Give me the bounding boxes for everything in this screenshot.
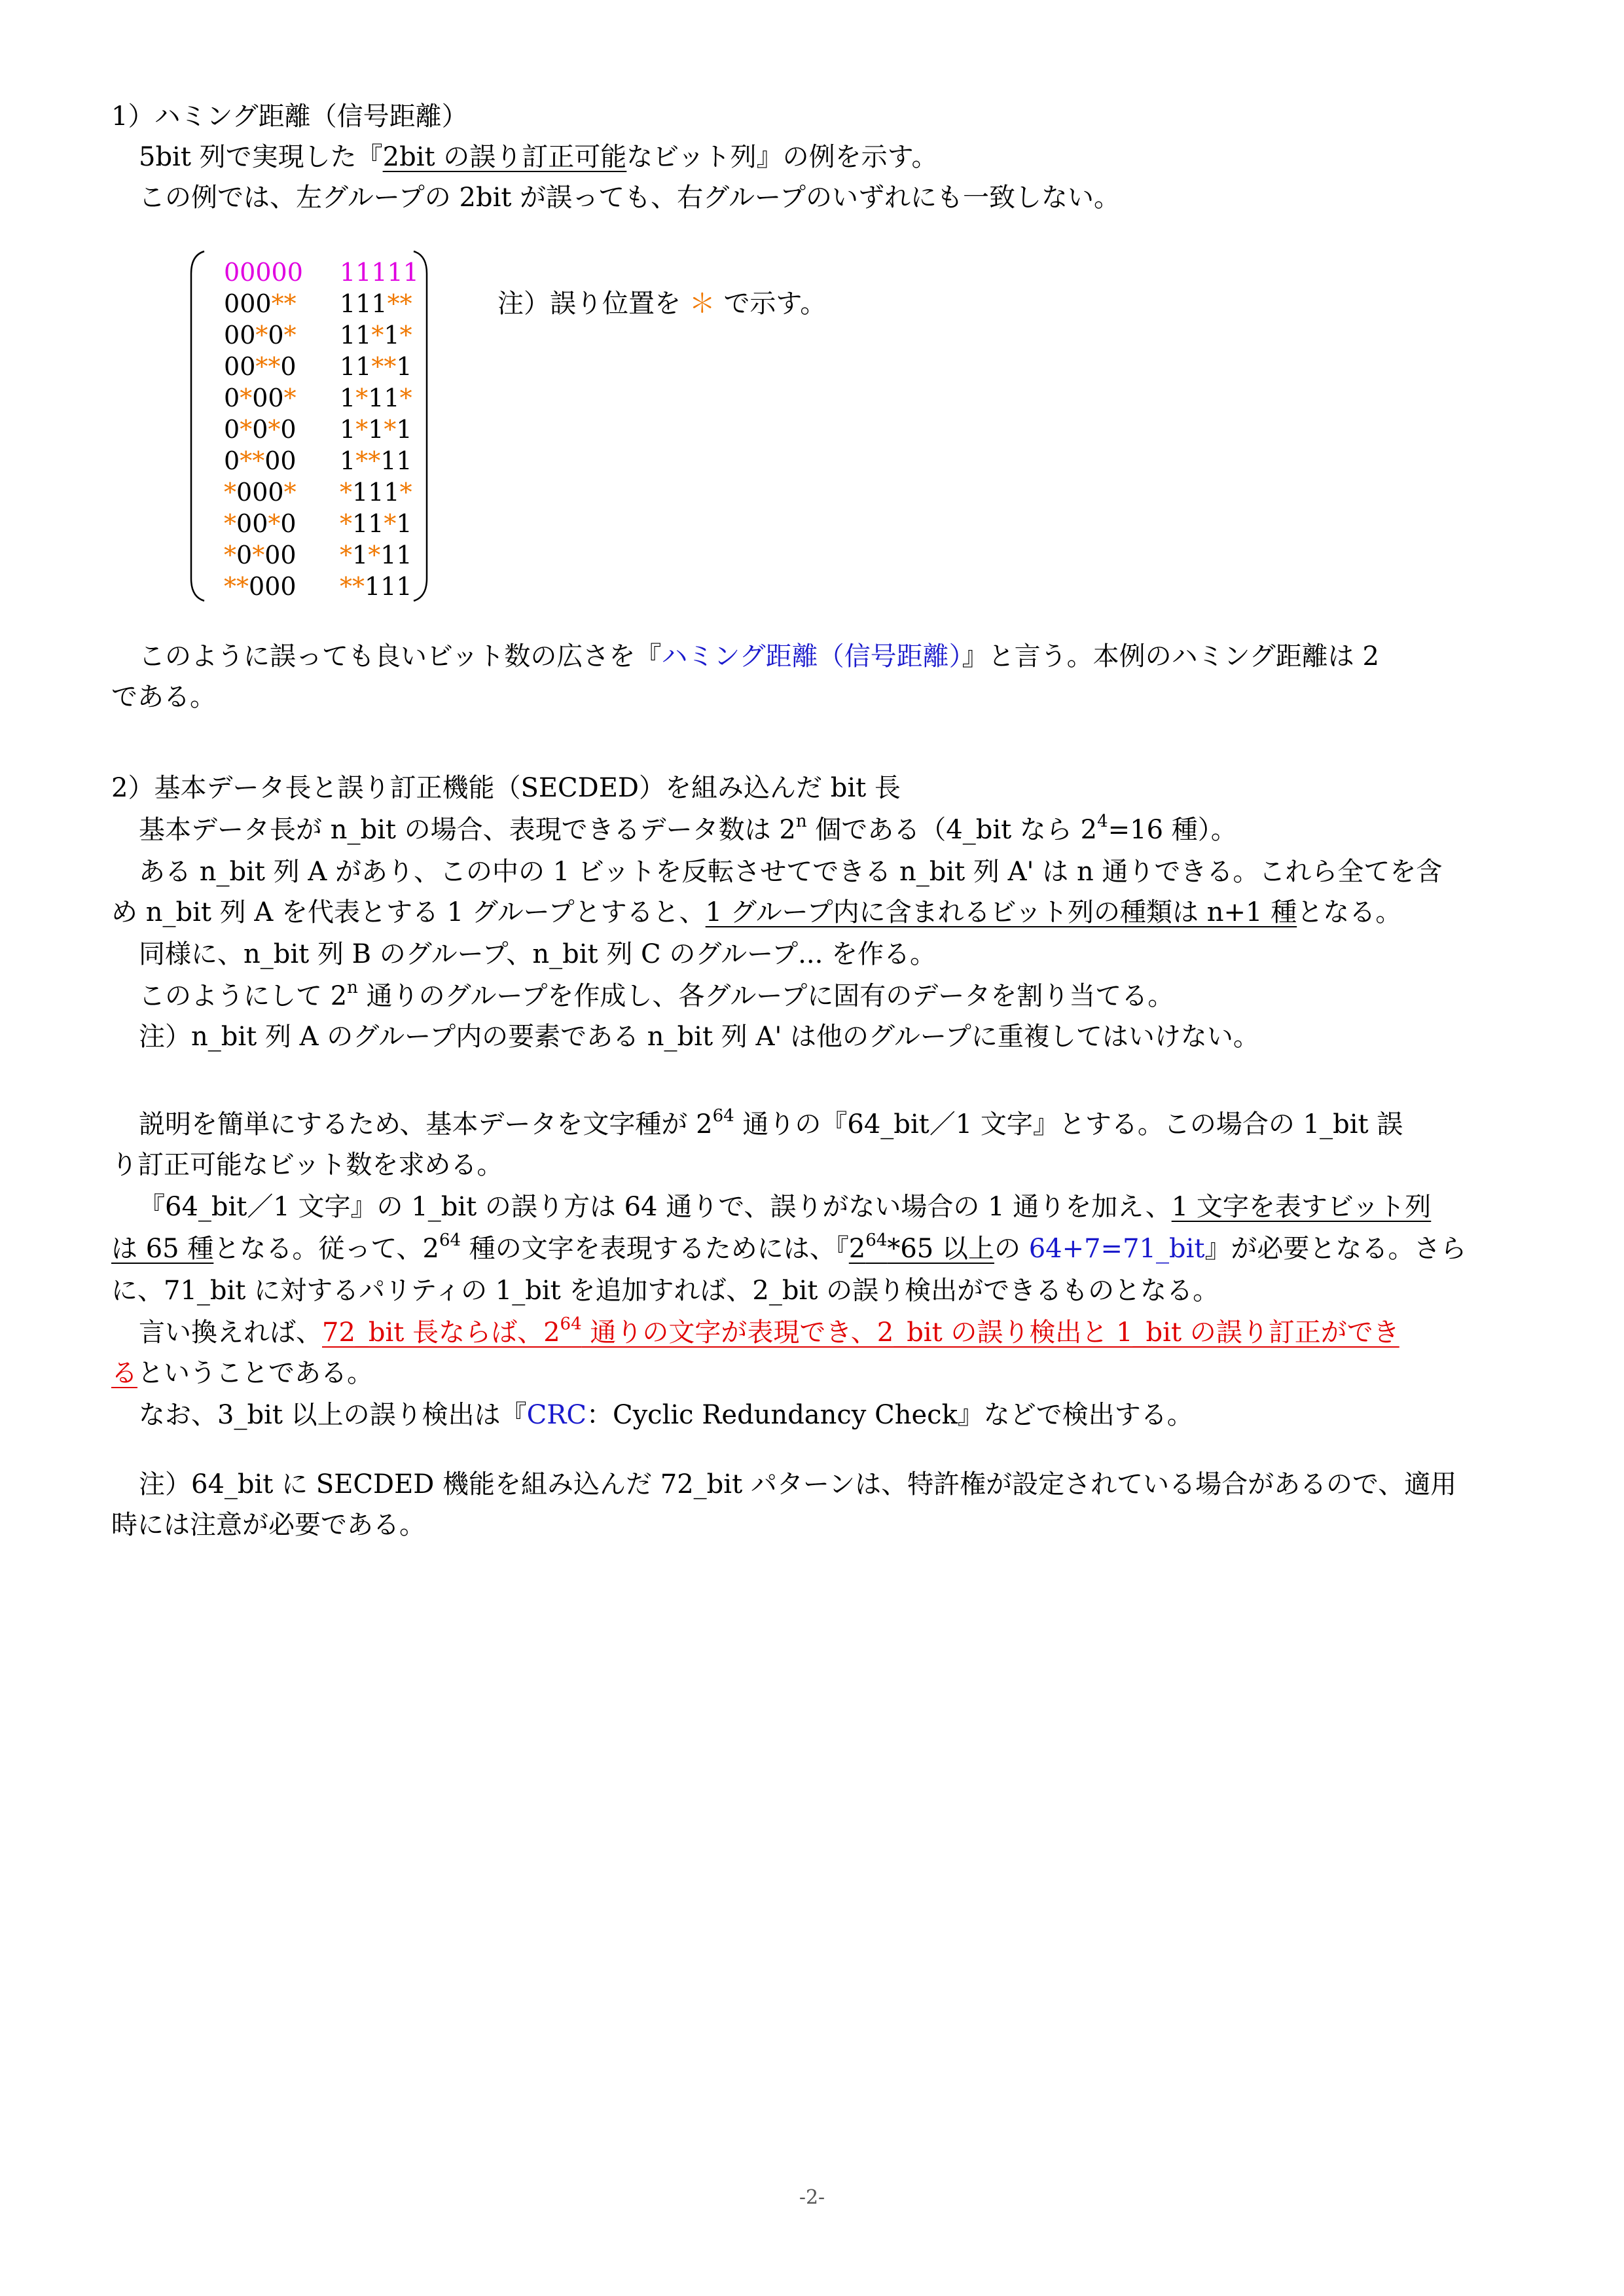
matrix-cell-right: 1*11* — [340, 384, 412, 412]
matrix-cell-right: 11**1 — [340, 352, 412, 381]
matrix-cell-left: *0*00 — [224, 541, 297, 569]
section2-line1: 基本データ長が n_bit の場合、表現できるデータ数は 2$^n$ 個である（4_bit なら $2^4=16$ 種）。 — [139, 811, 1237, 845]
page-number: -2- — [799, 2186, 825, 2209]
section2-line8: り訂正可能なビット数を求める。 — [111, 1150, 503, 1180]
section1-paragraph2: この例では、左グループの 2bit が誤っても、右グループのいずれにも一致しない。 — [139, 183, 1120, 213]
section2-line6: 注）n_bit 列 A のグループ内の要素である n_bit 列 A' は他のグループに重複してはいけない。 — [139, 1022, 1259, 1052]
matrix-cell-left: 00**0 — [224, 352, 297, 381]
matrix-cell-right: 111** — [340, 289, 412, 318]
matrix-cell-left: 00000 — [224, 258, 303, 287]
matrix-cell-right: 11*1* — [340, 321, 412, 350]
section2-line2: ある n_bit 列 A があり、この中の 1 ビットを反転させてできる n_bit 列 A' は n 通りできる。これら全てを含 — [139, 857, 1443, 887]
matrix-cell-left: 0**00 — [224, 446, 297, 475]
section2-line11: に、71_bit に対するパリティの 1_bit を追加すれば、2_bit の誤り検出ができるものとなる。 — [111, 1276, 1219, 1306]
hamming-distance-term: ハミング距離（信号距離） — [661, 641, 962, 672]
underlined-phrase: 2bit の誤り訂正可能 — [382, 142, 627, 172]
matrix-cell-left: **000 — [224, 572, 297, 601]
red-emphasis: 72_bit 長ならば、$2^{64}$ 通りの文字が表現でき、2_bit の誤り検出と 1_bit の誤り訂正ができ — [322, 1314, 1399, 1348]
section2-line4: 同様に、n_bit 列 B のグループ、n_bit 列 C のグループ... を作る。 — [139, 939, 937, 969]
error-position-note: 注）誤り位置を ＊ で示す。 — [497, 289, 827, 319]
matrix-cell-left: 0*0*0 — [224, 415, 297, 444]
section2-line10: は 65 種となる。従って、$2^{64}$ 種の文字を表現するためには、『$2^{64}*65$ 以上の 64+7=71_bit』が必要となる。さら — [111, 1230, 1467, 1264]
section2-line9: 『64_bit／1 文字』の 1_bit の誤り方は 64 通りで、誤りがない場合の 1 通りを加え、1 文字を表すビット列 — [139, 1192, 1432, 1222]
red-emphasis: る — [111, 1358, 137, 1388]
underlined-phrase: は 65 種 — [111, 1234, 214, 1264]
section1-paragraph3-cont: である。 — [111, 682, 216, 712]
matrix-cell-left: 000** — [224, 289, 297, 318]
matrix-cell-right: **111 — [340, 572, 412, 601]
crc-term: CRC — [526, 1400, 586, 1430]
section2-heading: 2）基本データ長と誤り訂正機能（SECDED）を組み込んだ bit 長 — [111, 773, 901, 803]
matrix-cell-left: 0*00* — [224, 384, 297, 412]
matrix-cell-right: *111* — [340, 478, 412, 507]
section2-line14: なお、3_bit 以上の誤り検出は『CRC：Cyclic Redundancy Check』などで検出する。 — [139, 1400, 1193, 1430]
bit-pattern-matrix — [185, 247, 433, 605]
underlined-phrase: $2^{64}*65$ 以上 — [848, 1230, 994, 1264]
matrix-cell-right: 1**11 — [340, 446, 412, 475]
matrix-cell-right: 1*1*1 — [340, 415, 412, 444]
matrix-cell-left: *00*0 — [224, 509, 297, 538]
section2-line12: 言い換えれば、72_bit 長ならば、$2^{64}$ 通りの文字が表現でき、2_bit の誤り検出と 1_bit の誤り訂正ができ — [139, 1314, 1399, 1348]
underlined-phrase: 1 文字を表すビット列 — [1171, 1192, 1432, 1222]
section2-line15: 注）64_bit に SECDED 機能を組み込んだ 72_bit パターンは、特許権が設定されている場合があるので、適用 — [139, 1469, 1457, 1499]
matrix-cell-left: *000* — [224, 478, 297, 507]
section1-paragraph1: 5bit 列で実現した『2bit の誤り訂正可能なビット列』の例を示す。 — [139, 142, 938, 172]
matrix-cell-right: *1*11 — [340, 541, 412, 569]
asterisk-marker: ＊ — [689, 289, 715, 319]
matrix-cell-left: 00*0* — [224, 321, 297, 350]
bit-count-term: 64+7=71_bit — [1028, 1234, 1205, 1264]
section2-line7: 説明を簡単にするため、基本データを文字種が $2^{64}$ 通りの『64_bit／1 文字』とする。この場合の 1_bit 誤 — [139, 1105, 1403, 1139]
matrix-cell-right: *11*1 — [340, 509, 412, 538]
section2-line3: め n_bit 列 A を代表とする 1 グループとすると、1 グループ内に含まれるビット列の種類は n+1 種となる。 — [111, 897, 1402, 927]
section2-line5: このようにして 2$^n$ 通りのグループを作成し、各グループに固有のデータを割り当てる。 — [139, 977, 1174, 1011]
section1-heading: 1）ハミング距離（信号距離） — [111, 101, 468, 132]
section1-paragraph3: このように誤っても良いビット数の広さを『ハミング距離（信号距離）』と言う。本例のハミング距離は 2 — [139, 641, 1379, 672]
matrix-cell-right: 11111 — [340, 258, 419, 287]
section2-line13: るということである。 — [111, 1358, 373, 1388]
underlined-phrase: 1 グループ内に含まれるビット列の種類は n+1 種 — [705, 897, 1297, 927]
section2-line16: 時には注意が必要である。 — [111, 1510, 425, 1540]
